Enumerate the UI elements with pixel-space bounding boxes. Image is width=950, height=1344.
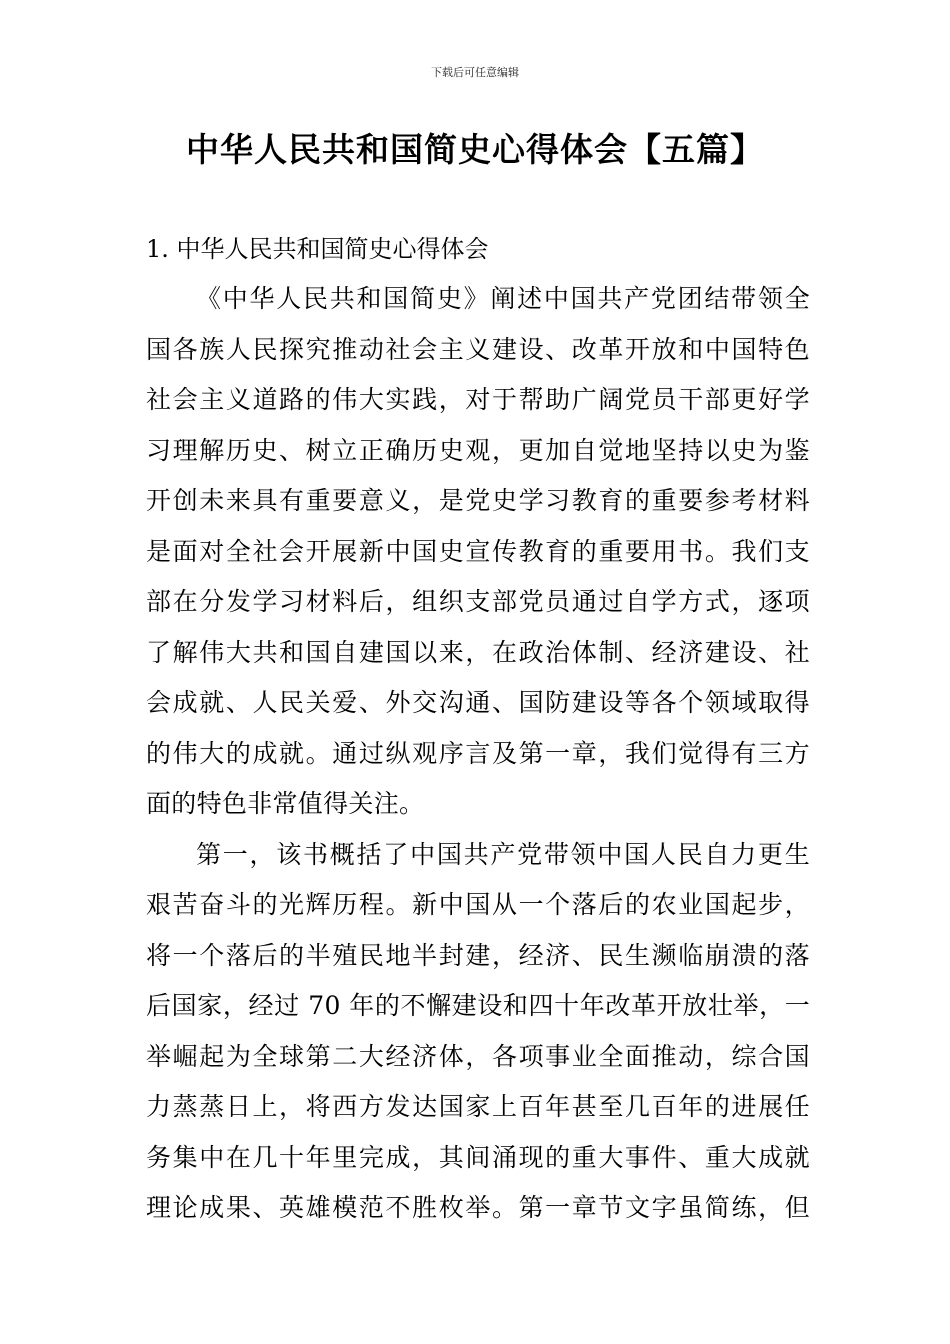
document-body xyxy=(146,224,810,1234)
paragraph-line: 务集中在几十年里完成，其间涌现的重大事件、重大成就 xyxy=(146,1142,810,1172)
paragraph-line: 将一个落后的半殖民地半封建，经济、民生濒临崩溃的落 xyxy=(146,940,810,970)
paragraph-line: 举崛起为全球第二大经济体，各项事业全面推动，综合国 xyxy=(146,1041,810,1071)
paragraph-line: 是面对全社会开展新中国史宣传教育的重要用书。我们支 xyxy=(146,536,810,566)
paragraph-1 xyxy=(146,274,810,830)
paragraph-line: 《中华人民共和国简史》阐述中国共产党团结带领全 xyxy=(196,284,810,313)
paragraph-2 xyxy=(146,830,810,1234)
paragraph-line: 会成就、人民关爱、外交沟通、国防建设等各个领域取得 xyxy=(146,688,810,717)
paragraph-line: 后国家，经过 70 年的不懈建设和四十年改革开放壮举，一 xyxy=(146,991,810,1020)
paragraph-line: 理论成果、英雄模范不胜枚举。第一章节文字虽简练，但 xyxy=(146,1193,810,1222)
paragraph-line: 社会主义道路的伟大实践，对于帮助广阔党员干部更好学 xyxy=(146,385,810,414)
section-heading: 1. 中华人民共和国简史心得体会 xyxy=(146,235,489,263)
paragraph-line: 国各族人民探究推动社会主义建设、改革开放和中国特色 xyxy=(146,334,810,364)
paragraph-line: 第一，该书概括了中国共产党带领中国人民自力更生 xyxy=(196,839,810,869)
paragraph-line: 的伟大的成就。通过纵观序言及第一章，我们觉得有三方 xyxy=(146,738,810,768)
document-title: 中华人民共和国简史心得体会【五篇】 xyxy=(186,130,764,169)
paragraph-line: 习理解历史、树立正确历史观，更加自觉地坚持以史为鉴 xyxy=(146,435,810,465)
paragraph-line: 了解伟大共和国自建国以来，在政治体制、经济建设、社 xyxy=(146,637,810,667)
paragraph-line: 艰苦奋斗的光辉历程。新中国从一个落后的农业国起步， xyxy=(146,890,810,919)
paragraph-line: 力蒸蒸日上，将西方发达国家上百年甚至几百年的进展任 xyxy=(146,1092,810,1121)
paragraph-line: 面的特色非常值得关注。 xyxy=(146,789,425,818)
paragraph-line: 开创未来具有重要意义，是党史学习教育的重要参考材料 xyxy=(146,486,810,515)
paragraph-line: 部在分发学习材料后，组织支部党员通过自学方式，逐项 xyxy=(146,587,810,616)
header-note: 下载后可任意编辑 xyxy=(431,66,519,79)
